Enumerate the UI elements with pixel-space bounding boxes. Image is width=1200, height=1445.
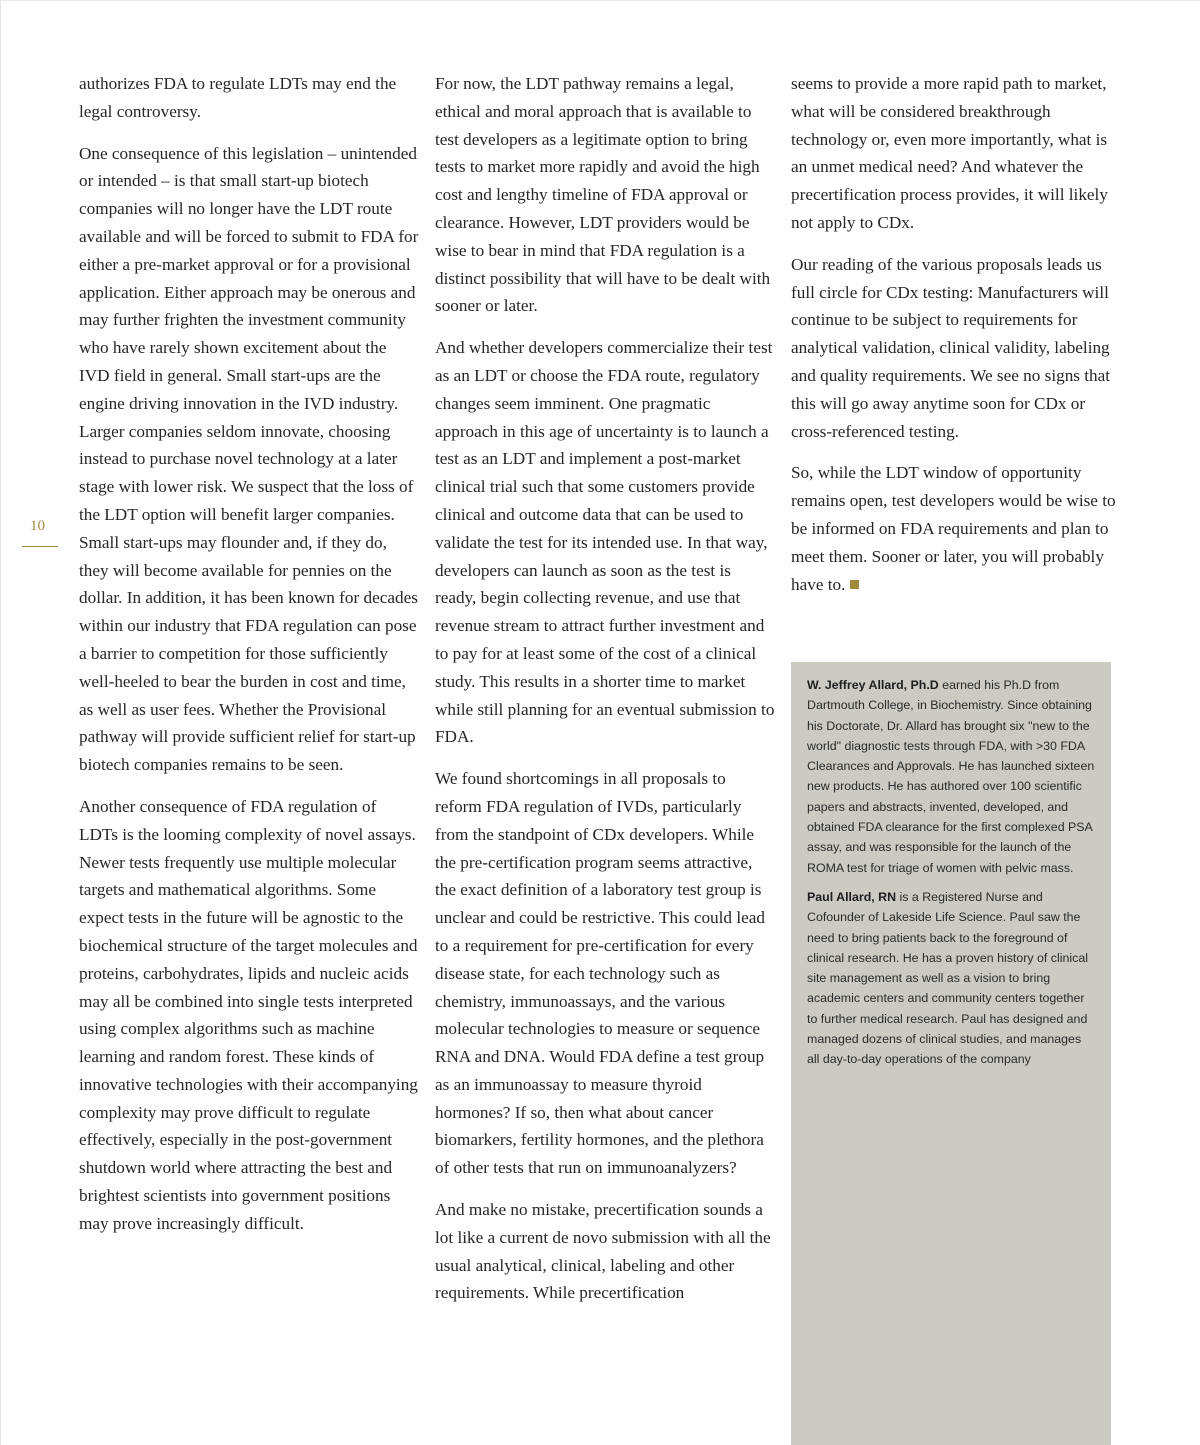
author-bio	[807, 675, 1095, 878]
article-column-1	[79, 70, 419, 1252]
author-bio	[807, 887, 1095, 1070]
closing-paragraph	[791, 459, 1126, 598]
page-top-border	[0, 0, 1200, 1]
closing-text: So, while the LDT window of opportunity remains open, test developers would be wise to be informed on FDA requirements and plan to meet them. Sooner or later, you will probably have to.	[791, 463, 1116, 594]
author-bio-box	[791, 662, 1111, 1445]
page-left-border	[0, 0, 1, 1445]
page-number-rule	[22, 546, 58, 547]
article-column-2	[435, 70, 775, 1321]
author-bio-text: is a Registered Nurse and Cofounder of Lakeside Life Science. Paul saw the need to bring patients back to the foreground of clinical research. He has a proven history of clinical site management as well as a vision to bring academic centers and community centers together to further medical research. Paul has designed and managed dozens of clinical studies, and manages all day-to-day operations of the company	[807, 889, 1088, 1067]
paragraph: authorizes FDA to regulate LDTs may end the legal controversy.	[79, 74, 397, 121]
author-bio-text: earned his Ph.D from Dartmouth College, in Biochemistry. Since obtaining his Doctorate, Dr. Allard has brought six "new to the world" diagnostic tests through FDA, with >30 FDA Clearances and Approvals. He has launched sixteen new products. He has authored over 100 scientific papers and abstracts, invented, developed, and obtained FDA clearance for the first complexed PSA assay, and was responsible for the launch of the ROMA test for triage of women with pelvic mass.	[807, 678, 1095, 875]
paragraph: And whether developers commercialize their test as an LDT or choose the FDA route, regulatory changes seem imminent. One pragmatic approach in this age of uncertainty is to launch a test as an LDT and implement a post-market clinical trial such that some customers provide clinical and outcome data that can be used to validate the test for its intended use. In that way, developers can launch as soon as the test is ready, begin collecting revenue, and use that revenue stream to attract further investment and to pay for at least some of the cost of a clinical study. This results in a shorter time to market while still planning for an eventual submission to FDA.	[435, 338, 775, 747]
paragraph: Another consequence of FDA regulation of LDTs is the looming complexity of novel assays. Newer tests frequently use multiple molecular targets and mathematical algorithms. Some expect tests in the future will be agnostic to the biochemical structure of the target molecules and proteins, carbohydrates, lipids and nucleic acids may all be combined into single tests interpreted using complex algorithms such as machine learning and random forest. These kinds of innovative technologies with their accompanying complexity may prove difficult to regulate effectively, especially in the post-government shutdown world where attracting the best and brightest scientists into government positions may prove increasingly difficult.	[79, 796, 418, 1233]
page-number: 10	[30, 518, 45, 534]
article-column-3	[791, 70, 1126, 612]
author-name: Paul Allard, RN	[807, 889, 897, 904]
paragraph: And make no mistake, precertification sounds a lot like a current de novo submission with all the usual analytical, clinical, labeling and other requirements. While precertification	[435, 1200, 771, 1303]
paragraph: One consequence of this legislation – unintended or intended – is that small start-up biotech companies will no longer have the LDT route available and will be forced to submit to FDA for either a pre-market approval or for a provisional application. Either approach may be onerous and may further frighten the investment community who have rarely shown excitement about the IVD field in general. Small start-ups are the engine driving innovation in the IVD industry. Larger companies seldom innovate, choosing instead to purchase novel technology at a later stage with lower risk. We suspect that the loss of the LDT option will benefit larger companies. Small start-ups may flounder and, if they do, they will become available for pennies on the dollar. In addition, it has been known for decades within our industry that FDA regulation can pose a barrier to competition for those sufficiently well-heeled to bear the burden in cost and time, as well as user fees. Whether the Provisional pathway will provide sufficient relief for start-up biotech companies remains to be seen.	[79, 143, 419, 775]
end-of-article-mark	[850, 580, 859, 589]
author-name: W. Jeffrey Allard, Ph.D	[807, 678, 939, 692]
paragraph: For now, the LDT pathway remains a legal, ethical and moral approach that is available to test developers as a legitimate option to bring tests to market more rapidly and avoid the high cost and lengthy timeline of FDA approval or clearance. However, LDT providers would be wise to bear in mind that FDA regulation is a distinct possibility that will have to be dealt with sooner or later.	[435, 74, 771, 316]
paragraph: seems to provide a more rapid path to market, what will be considered breakthrough technology or, even more importantly, what is an unmet medical need? And whatever the precertification process provides, it will likely not apply to CDx.	[791, 74, 1108, 232]
paragraph: Our reading of the various proposals leads us full circle for CDx testing: Manufacturers will continue to be subject to requirements for analytical validation, clinical validity, labeling and quality requirements. We see no signs that this will go away anytime soon for CDx or cross-referenced testing.	[791, 254, 1111, 441]
paragraph: We found shortcomings in all proposals to reform FDA regulation of IVDs, particularly from the standpoint of CDx developers. While the pre-certification program seems attractive, the exact definition of a laboratory test group is unclear and could be restrictive. This could lead to a requirement for pre-certification for every disease state, for each technology such as chemistry, immunoassays, and the various molecular technologies to measure or sequence RNA and DNA. Would FDA define a test group as an immunoassay to measure thyroid hormones? If so, then what about cancer biomarkers, fertility hormones, and the plethora of other tests that run on immunoanalyzers?	[435, 769, 765, 1178]
